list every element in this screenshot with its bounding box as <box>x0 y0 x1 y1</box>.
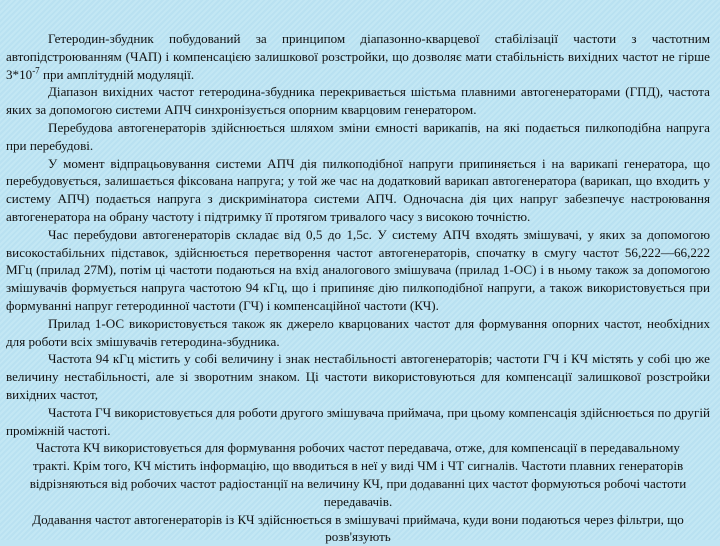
document-body <box>6 30 710 546</box>
paragraph-4: У момент відпрацьовування системи АПЧ дія пилкоподібної напруги припиняється і на варикапі генератора, що перебудовується, залишається фіксована напруга; у той же час на додатковий варикап автогенератора (варикап, що входить у систему АПЧ) подається напруга з дискримінатора системи АПЧ. Одночасна дія цих напруг забезпечує настроювання автогенератора на обрану частоту і підтримку її протягом тривалого часу з високою точністю. <box>6 155 710 224</box>
paragraph-5: Час перебудови автогенераторів складає від 0,5 до 1,5с. У систему АПЧ входять змішувачі, у яких за допомогою високостабільних підставок, здійснюється перетворення частот автогенераторів, спочатку в смугу частот 56,222—66,222 МГц (прилад 27М), потім ці частоти подаються на вхід аналогового змішувача (прилад 1-ОС) і в ньому також за допомогою змішувачів формується напруга частотою 94 кГц, що і припиняє дію пилкоподібної напруги, а також використовується при формуванні напруг гетеродинної частоти (ГЧ) і компенсаційної частоти (КЧ). <box>6 226 710 313</box>
paragraph-1 <box>6 30 710 83</box>
paragraph-10: Додавання частот автогенераторів із КЧ здійснюється в змішувачі приймача, куди вони подаються через фільтри, що розв'язують <box>32 511 684 545</box>
paragraph-3: Перебудова автогенераторів здійснюється шляхом зміни ємності варикапів, на які подається пилкоподібна напруга при перебудові. <box>6 119 710 153</box>
paragraph-9: Частота КЧ використовується для формування робочих частот передавача, отже, для компенсації в передавальному тракті. Крім того, КЧ містить інформацію, що вводиться в неї у виді ЧМ і ЧТ сигналів. Частоти плавних генераторів відрізняються від робочих частот радіостанції на величину КЧ, при додаванні цих частот формуються робочі частоти передавачів. <box>29 440 687 509</box>
paragraph-7: Частота 94 кГц містить у собі величину і знак нестабільності автогенераторів; частоти ГЧ і КЧ містять у собі цю же величину нестабільності, але зі зворотним знаком. Ці частоти використовуються для компенсації залишкової розстройки вихідних частот, <box>6 351 710 402</box>
exponent: -7 <box>32 65 40 76</box>
paragraph-2: Діапазон вихідних частот гетеродина-збудника перекривається шістьма плавними автогенераторами (ГПД), частота яких за допомогою системи АПЧ синхронізується опорним кварцовим генератором. <box>6 84 710 118</box>
paragraph-1-text: Гетеродин-збудник побудований за принципом діапазонно-кварцевої стабілізації частоти з частотним автопідстроюванням (ЧАП) і компенсацією залишкової розстройки, що дозволяє мати стабільність вихідних частот не гірше 3*10 <box>6 31 710 82</box>
paragraph-1-tail: при амплітудній модуляції. <box>39 66 195 82</box>
paragraph-6: Прилад 1-ОС використовується також як джерело кварцованих частот для формування опорних частот, необхідних для роботи всіх змішувачів гетеродина-збудника. <box>6 315 710 349</box>
paragraph-8: Частота ГЧ використовується для роботи другого змішувача приймача, при цьому компенсація здійснюється по другій проміжній частоті. <box>6 404 710 438</box>
